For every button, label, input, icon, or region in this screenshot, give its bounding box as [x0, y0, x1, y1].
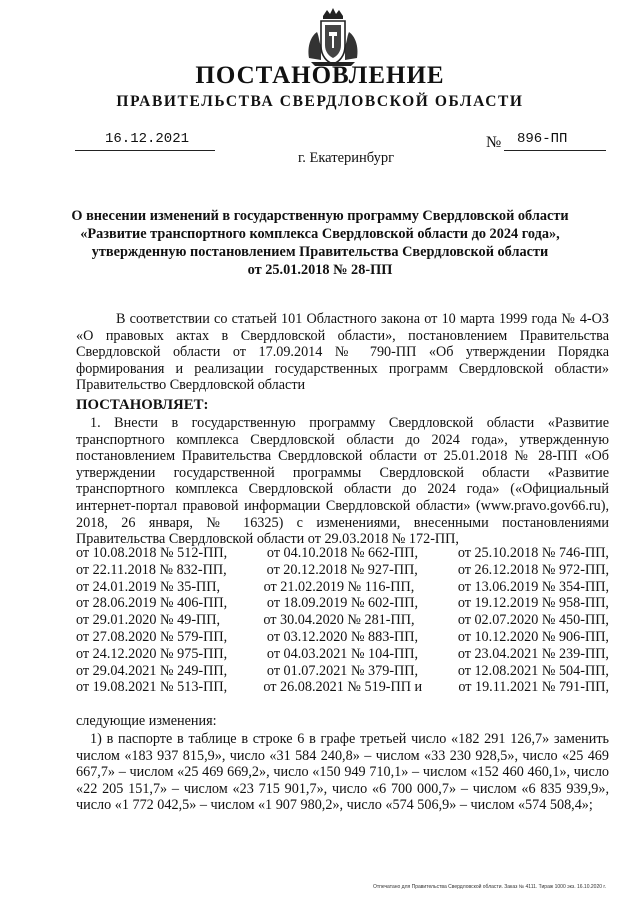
heading-line: утвержденную постановлением Правительства Свердловской области: [91, 244, 549, 260]
amendment-item: от 04.10.2018 № 662-ПП,: [266, 545, 419, 561]
amendments-row: [76, 562, 609, 579]
document-number: 896-ПП: [517, 131, 568, 147]
amendment-item: от 01.07.2021 № 379-ПП,: [266, 662, 419, 679]
amendment-item: от 04.03.2021 № 104-ПП,: [266, 645, 419, 662]
amendment-item: от 10.12.2020 № 906-ПП,: [457, 628, 609, 645]
amendment-item: от 20.12.2018 № 927-ПП,: [266, 561, 418, 578]
amendment-item: от 19.08.2021 № 513-ПП,: [76, 679, 228, 696]
amendment-item: от 27.08.2020 № 579-ПП,: [76, 628, 228, 645]
amendments-row: [76, 595, 609, 612]
amendment-item: от 19.12.2019 № 958-ПП,: [457, 595, 609, 612]
amendment-item: от 28.06.2019 № 406-ПП,: [76, 595, 228, 612]
clause-1-ending: следующие изменения:: [76, 713, 217, 729]
amendment-item: от 19.11.2021 № 791-ПП,: [458, 679, 609, 696]
amendment-item: от 24.12.2020 № 975-ПП,: [76, 645, 228, 662]
document-date: 16.12.2021: [105, 131, 190, 147]
amendment-item: от 12.08.2021 № 504-ПП,: [457, 662, 609, 679]
amendment-item: от 03.12.2020 № 883-ПП,: [266, 628, 419, 645]
amendments-row: [76, 629, 609, 646]
amendment-item: от 13.06.2019 № 354-ПП,: [457, 578, 609, 595]
print-footer: Отпечатано для Правительства Свердловской области. Заказ № 4111. Тираж 1000 экз. 16.10.2020 г.: [372, 884, 606, 890]
preamble-paragraph: В соответствии со статьей 101 Областного закона от 10 марта 1999 года № 4-ОЗ «О правовых актах в Свердловской области», постановлением Правительства Свердловской области от 17.09.2014 № 790-ПП «Об утверждении Порядка формирования и реализации государственных программ Свердловской области» Правительство Свердловской области: [76, 311, 609, 394]
amendment-item: от 02.07.2020 № 450-ПП,: [457, 612, 609, 629]
coat-of-arms-icon: [301, 6, 365, 70]
amendments-row: [76, 646, 609, 663]
subclause-1-paragraph: 1) в паспорте в таблице в строке 6 в графе третьей число «182 291 126,7» заменить числом «183 937 815,9», число «31 584 240,8» – числом «33 230 928,5», число «25 469 667,7» – числом «25 469 669,2», число «150 949 710,1» – числом «152 460 460,1», число «22 205 151,7» – числом «23 715 901,7», число «6 700 000,7» – числом «6 835 939,9», число «1 772 042,5» – числом «1 907 980,2», число «574 506,9» – числом «574 508,4»;: [76, 731, 609, 814]
document-city: г. Екатеринбург: [297, 150, 395, 166]
amendment-item: от 26.08.2021 № 519-ПП и: [263, 679, 423, 696]
amendments-list: [76, 545, 609, 696]
document-title: ПОСТАНОВЛЕНИЕ: [195, 62, 445, 89]
amendment-item: от 26.12.2018 № 972-ПП,: [457, 561, 609, 578]
amendment-item: от 29.01.2020 № 49-ПП,: [76, 612, 221, 629]
resolve-heading: ПОСТАНОВЛЯЕТ:: [76, 397, 209, 413]
amendments-row: [76, 579, 609, 596]
amendment-item: от 23.04.2021 № 239-ПП,: [457, 645, 609, 662]
amendment-item: от 18.09.2019 № 602-ПП,: [266, 595, 419, 612]
amendments-row: [76, 663, 609, 680]
amendment-item: от 22.11.2018 № 832-ПП,: [76, 561, 227, 578]
heading-line: «Развитие транспортного комплекса Свердловской области до 2024 года»,: [80, 226, 560, 242]
amendments-row: [76, 679, 609, 696]
document-heading: [60, 207, 580, 279]
clause-1-paragraph: 1. Внести в государственную программу Свердловской области «Развитие транспортного комплекса Свердловской области до 2024 года», утвержденную постановлением Правительства Свердловской области от 25.01.2018 № 28-ПП «Об утверждении государственной программы Свердловской области «Развитие транспортного комплекса Свердловской области до 2024 года» («Официальный интернет-портал правовой информации Свердловской области» (www.pravo.gov66.ru), 2018, 26 января, № 16325) с изменениями, внесенными постановлениями Правительства Свердловской области от 29.03.2018 № 172-ПП,: [76, 415, 609, 548]
amendments-row: [76, 612, 609, 629]
amendment-item: от 29.04.2021 № 249-ПП,: [76, 662, 228, 679]
heading-line: от 25.01.2018 № 28-ПП: [247, 262, 393, 278]
amendment-item: от 10.08.2018 № 512-ПП,: [76, 545, 228, 561]
heading-line: О внесении изменений в государственную программу Свердловской области: [71, 208, 569, 224]
amendment-item: от 21.02.2019 № 116-ПП,: [263, 578, 415, 595]
document-subtitle: ПРАВИТЕЛЬСТВА СВЕРДЛОВСКОЙ ОБЛАСТИ: [116, 93, 524, 110]
number-sign: №: [486, 134, 502, 151]
amendment-item: от 30.04.2020 № 281-ПП,: [263, 612, 415, 629]
amendment-item: от 25.10.2018 № 746-ПП,: [457, 545, 609, 561]
amendments-row: [76, 545, 609, 562]
amendment-item: от 24.01.2019 № 35-ПП,: [76, 578, 221, 595]
